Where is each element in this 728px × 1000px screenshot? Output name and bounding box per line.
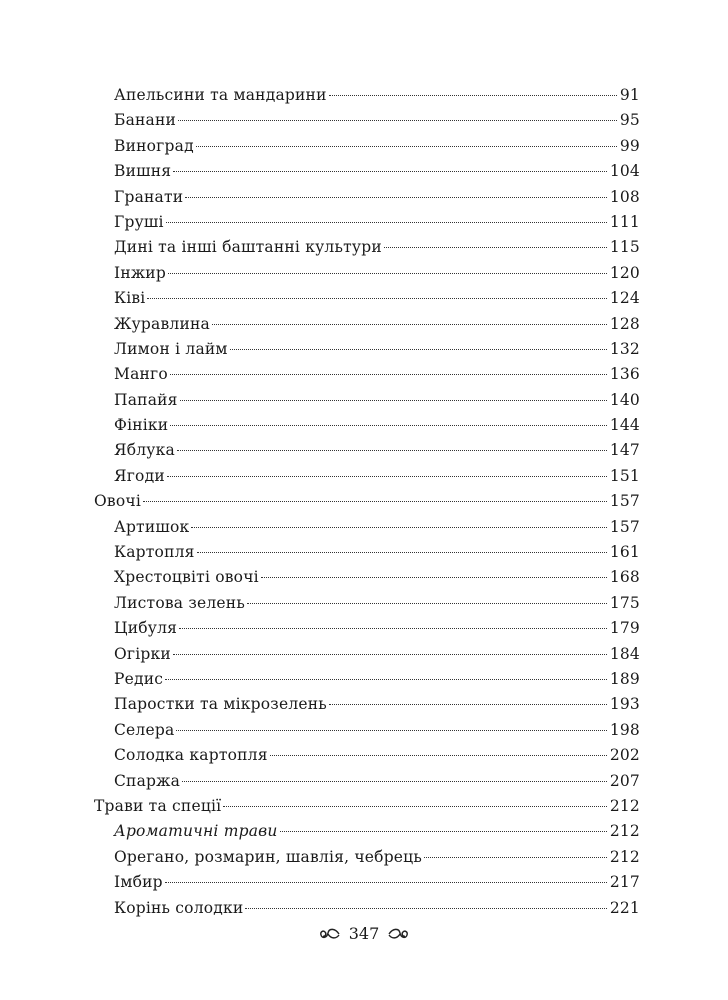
toc-entry-title: Овочі [94, 492, 141, 511]
toc-entry [94, 238, 640, 263]
toc-entry-title: Інжир [114, 263, 166, 282]
toc-entry-page: 184 [609, 644, 640, 663]
dot-leader [182, 781, 607, 782]
dot-leader [270, 755, 607, 756]
toc-entry-page: 144 [609, 416, 640, 435]
toc-entry-title: Паростки та мікрозелень [114, 695, 327, 714]
toc-entry-page: 212 [609, 847, 640, 866]
dot-leader [280, 831, 607, 832]
toc-entry-title: Папайя [114, 390, 178, 409]
toc-entry-title: Ягоди [114, 466, 165, 485]
toc-entry [94, 365, 640, 390]
dot-leader [197, 552, 607, 553]
toc-entry [94, 518, 640, 543]
toc-entry-page: 198 [609, 720, 640, 739]
toc-entry-page: 128 [609, 314, 640, 333]
toc-entry-title: Фініки [114, 416, 169, 435]
toc-entry-title: Редис [114, 669, 164, 688]
page-footer [0, 924, 728, 943]
toc-entry-page: 221 [609, 898, 640, 917]
toc-entry-page: 108 [609, 187, 640, 206]
left-ornament-icon [319, 927, 341, 941]
toc-entry-page: 217 [609, 873, 640, 892]
toc-entry-title: Вишня [114, 162, 172, 181]
toc-entry [94, 899, 640, 924]
toc-entry-title: Дині та інші баштанні культури [114, 238, 382, 257]
toc-entry-page: 175 [609, 593, 640, 612]
toc-entry-title: Хрестоцвіті овочі [114, 568, 259, 587]
toc-entry-title: Трави та спеції [94, 796, 222, 815]
dot-leader [179, 628, 607, 629]
toc-entry-page: 124 [609, 289, 640, 308]
dot-leader [329, 95, 617, 96]
toc-entry [94, 391, 640, 416]
toc-entry [94, 162, 640, 187]
dot-leader [185, 197, 607, 198]
toc-entry-page: 212 [609, 796, 640, 815]
toc-entry [94, 848, 640, 873]
toc-entry-title: Груші [114, 212, 164, 231]
toc-entry [94, 670, 640, 695]
toc-entry-page: 99 [619, 136, 640, 155]
toc-entry-title: Листова зелень [114, 593, 245, 612]
dot-leader [196, 146, 617, 147]
toc-entry [94, 467, 640, 492]
dot-leader [245, 908, 606, 909]
dot-leader [230, 349, 607, 350]
dot-leader [247, 603, 607, 604]
toc-entry-title: Спаржа [114, 771, 181, 790]
toc-entry [94, 213, 640, 238]
toc-entry-page: 157 [609, 492, 640, 511]
dot-leader [147, 298, 606, 299]
toc-entry-title: Картопля [114, 543, 195, 562]
toc-entry [94, 492, 640, 517]
dot-leader [170, 425, 606, 426]
toc-entry [94, 822, 640, 847]
toc-entry [94, 289, 640, 314]
dot-leader [261, 577, 607, 578]
toc-entry [94, 111, 640, 136]
dot-leader [223, 806, 607, 807]
dot-leader [165, 882, 607, 883]
toc-entry-page: 140 [609, 390, 640, 409]
toc-entry [94, 264, 640, 289]
toc-entry [94, 721, 640, 746]
toc-entry-title: Огірки [114, 644, 171, 663]
toc-entry-title: Імбир [114, 873, 163, 892]
toc-entry-title: Апельсини та мандарини [114, 86, 327, 104]
toc-entry [94, 340, 640, 365]
toc-entry-title: Корінь солодки [114, 898, 244, 917]
dot-leader [173, 171, 607, 172]
toc-entry-page: 115 [609, 238, 640, 257]
toc-entry-page: 179 [609, 619, 640, 638]
toc-entry [94, 594, 640, 619]
toc-entry-page: 136 [609, 365, 640, 384]
toc-entry [94, 695, 640, 720]
toc-entry-page: 207 [609, 771, 640, 790]
toc-entry-page: 132 [609, 339, 640, 358]
right-ornament-icon [387, 927, 409, 941]
toc-entry [94, 746, 640, 771]
dot-leader [177, 450, 607, 451]
toc-entry [94, 543, 640, 568]
toc-entry-page: 161 [609, 543, 640, 562]
toc-entry [94, 797, 640, 822]
toc-entry-title: Цибуля [114, 619, 178, 638]
dot-leader [166, 222, 607, 223]
dot-leader [329, 704, 607, 705]
toc-entry-page: 193 [609, 695, 640, 714]
dot-leader [180, 400, 607, 401]
toc-entry-page: 120 [609, 263, 640, 282]
dot-leader [176, 730, 606, 731]
toc-entry [94, 873, 640, 898]
toc-entry [94, 441, 640, 466]
toc-entry-title: Виноград [114, 136, 194, 155]
dot-leader [170, 374, 607, 375]
dot-leader [212, 324, 607, 325]
toc-entry-page: 104 [609, 162, 640, 181]
dot-leader [191, 527, 606, 528]
dot-leader [165, 679, 607, 680]
toc-entry-page: 111 [609, 212, 640, 231]
toc-entry [94, 568, 640, 593]
toc-entry-title: Селера [114, 720, 175, 739]
toc-entry-title: Банани [114, 111, 177, 130]
dot-leader [384, 247, 607, 248]
toc-entry-page: 91 [619, 86, 640, 104]
toc-entry-title: Ківі [114, 289, 146, 308]
dot-leader [173, 654, 607, 655]
dot-leader [424, 857, 607, 858]
toc-entry-title: Яблука [114, 441, 175, 460]
toc-entry [94, 137, 640, 162]
toc-entry [94, 619, 640, 644]
toc-entry [94, 315, 640, 340]
toc-entry-title: Гранати [114, 187, 184, 206]
toc-entry-title: Журавлина [114, 314, 210, 333]
toc-entry-title: Солодка картопля [114, 746, 268, 765]
dot-leader [168, 273, 607, 274]
dot-leader [178, 120, 617, 121]
toc-entry-title: Манго [114, 365, 168, 384]
toc-entry-title: Ароматичні трави [114, 822, 278, 841]
toc-entry-page: 157 [609, 517, 640, 536]
toc-entry [94, 645, 640, 670]
toc-entry-page: 147 [609, 441, 640, 460]
table-of-contents [94, 86, 640, 924]
toc-entry [94, 772, 640, 797]
toc-entry-title: Лимон і лайм [114, 339, 228, 358]
toc-entry-page: 189 [609, 669, 640, 688]
dot-leader [167, 476, 607, 477]
toc-entry-page: 95 [619, 111, 640, 130]
toc-entry [94, 86, 640, 111]
toc-entry-title: Орегано, розмарин, шавлія, чебрець [114, 847, 422, 866]
toc-entry [94, 416, 640, 441]
page-number: 347 [348, 924, 380, 943]
toc-entry-page: 168 [609, 568, 640, 587]
toc-entry-title: Артишок [114, 517, 190, 536]
toc-entry-page: 151 [609, 466, 640, 485]
toc-entry [94, 188, 640, 213]
dot-leader [143, 501, 607, 502]
toc-entry-page: 212 [609, 822, 640, 841]
toc-entry-page: 202 [609, 746, 640, 765]
